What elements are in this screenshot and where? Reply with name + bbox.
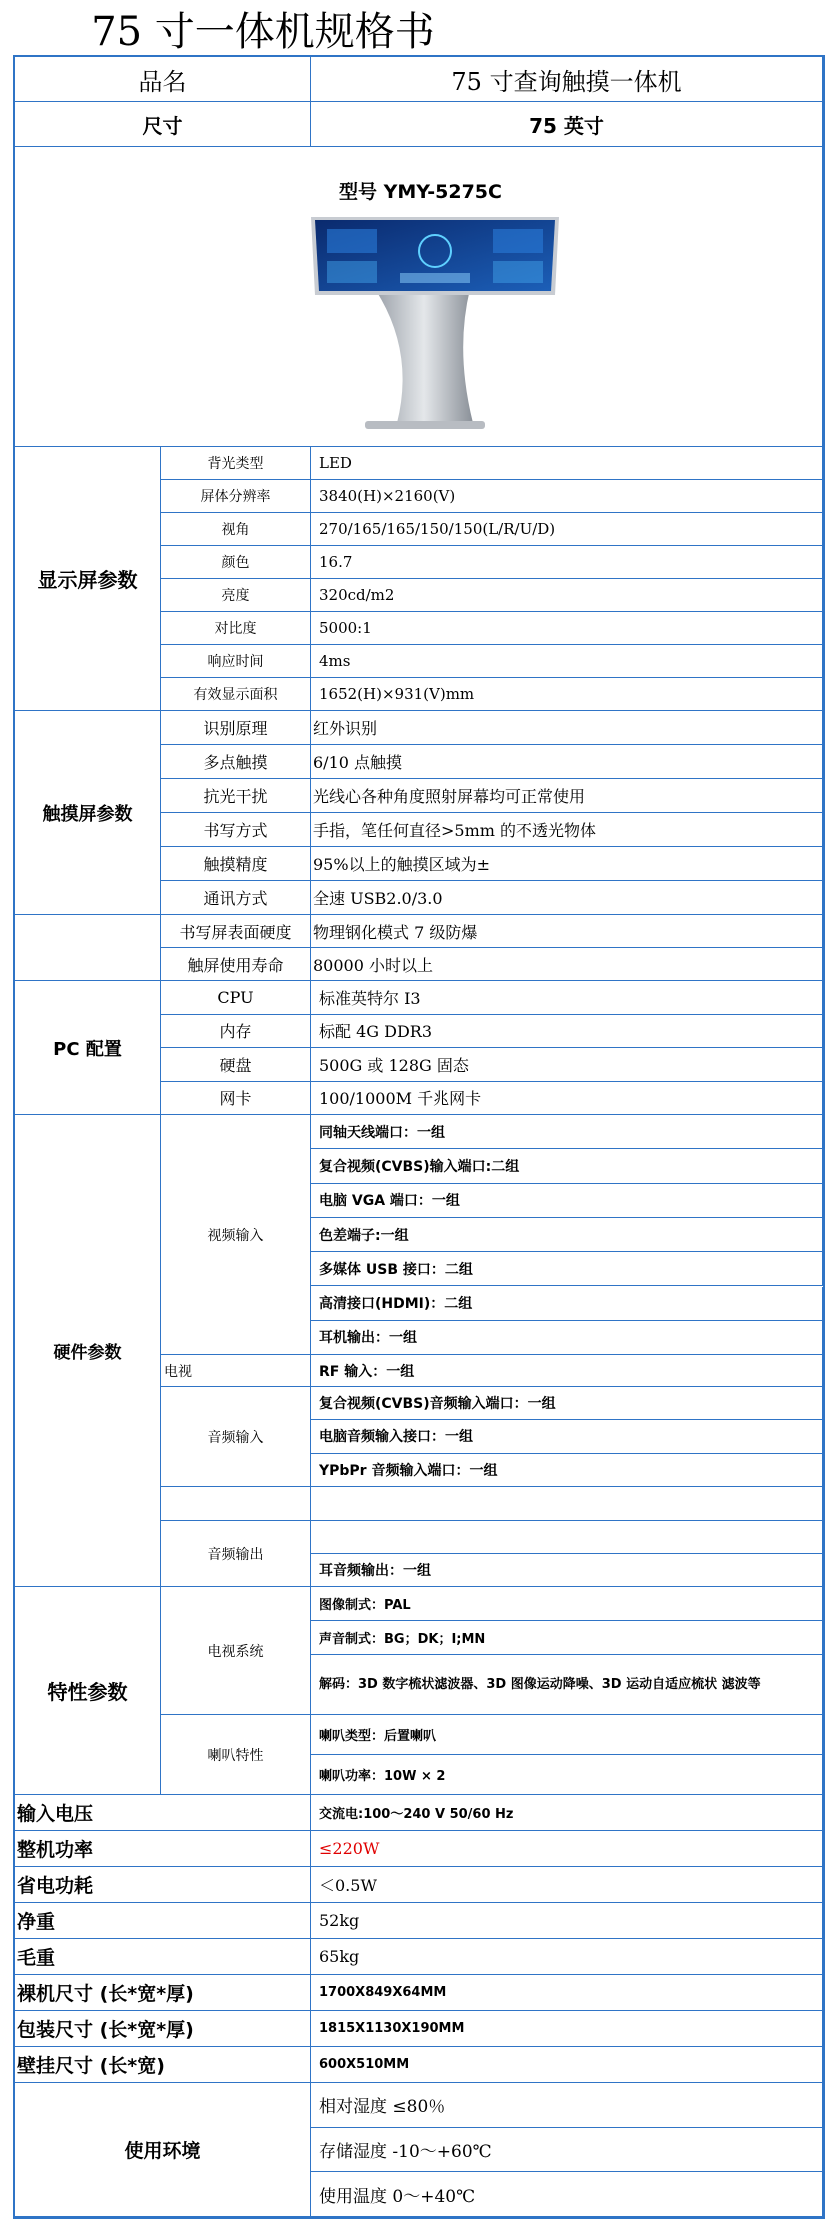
display-param-label: 有效显示面积 (161, 678, 311, 711)
spec-value: 52kg (311, 1903, 823, 1939)
pc-param-value: 500G 或 128G 固态 (311, 1048, 823, 1082)
tv-system-value: 声音制式：BG；DK；I;MN (311, 1621, 823, 1655)
spec-value: 1815X1130X190MM (311, 2011, 823, 2047)
spec-value: 1700X849X64MM (311, 1975, 823, 2011)
video-input-port: 高清接口(HDMI)：二组 (311, 1287, 823, 1321)
video-input-label: 视频输入 (161, 1115, 311, 1355)
misc-param-value: 80000 小时以上 (311, 948, 823, 981)
touch-param-value: 光线心各种角度照射屏幕均可正常使用 (311, 779, 823, 813)
pc-param-label: CPU (161, 981, 311, 1015)
misc-param-label: 书写屏表面硬度 (161, 915, 311, 948)
display-group-label: 显示屏参数 (15, 447, 161, 711)
display-param-label: 亮度 (161, 579, 311, 612)
touch-param-value: 6/10 点触摸 (311, 745, 823, 779)
pc-param-label: 硬盘 (161, 1048, 311, 1082)
display-param-value: 320cd/m2 (311, 579, 823, 612)
video-input-port: 同轴天线端口：一组 (311, 1115, 823, 1149)
touch-param-label: 抗光干扰 (161, 779, 311, 813)
tv-input-port: RF 输入：一组 (311, 1355, 823, 1387)
env-value: 存储湿度 -10～+60℃ (311, 2128, 823, 2173)
touch-param-value: 红外识别 (311, 711, 823, 745)
spec-label: 毛重 (15, 1939, 311, 1975)
display-param-value: 3840(H)×2160(V) (311, 480, 823, 513)
display-param-value: 5000:1 (311, 612, 823, 645)
spec-value: 交流电:100～240 V 50/60 Hz (311, 1795, 823, 1831)
hardware-group-label: 硬件参数 (15, 1115, 161, 1587)
touch-param-label: 书写方式 (161, 813, 311, 847)
display-param-label: 背光类型 (161, 447, 311, 480)
touch-param-value: 手指，笔任何直径>5mm 的不透光物体 (311, 813, 823, 847)
touch-param-label: 识别原理 (161, 711, 311, 745)
video-input-port: 多媒体 USB 接口：二组 (311, 1252, 823, 1286)
tv-system-label: 电视系统 (161, 1587, 311, 1715)
display-param-label: 颜色 (161, 546, 311, 579)
display-param-label: 响应时间 (161, 645, 311, 678)
touch-param-value: 95%以上的触摸区域为± (311, 847, 823, 881)
spec-value: 65kg (311, 1939, 823, 1975)
spec-label: 输入电压 (15, 1795, 311, 1831)
audio-input-port: YPbPr 音频输入端口：一组 (311, 1454, 823, 1487)
kiosk-image (305, 211, 565, 437)
spec-label: 省电功耗 (15, 1867, 311, 1903)
display-param-label: 屏体分辨率 (161, 480, 311, 513)
spec-value: 600X510MM (311, 2047, 823, 2083)
display-param-value: LED (311, 447, 823, 480)
model-label: 型号 YMY-5275C (339, 181, 502, 203)
spec-label: 壁挂尺寸 (长*宽) (15, 2047, 311, 2083)
blank-cell (311, 1521, 823, 1554)
spec-label: 净重 (15, 1903, 311, 1939)
touch-param-label: 通讯方式 (161, 881, 311, 915)
env-group-label: 使用环境 (15, 2083, 311, 2217)
speaker-value: 喇叭类型：后置喇叭 (311, 1715, 823, 1755)
name-value: 75 寸查询触摸一体机 (311, 57, 823, 102)
spec-table (13, 55, 825, 2219)
touch-param-value: 全速 USB2.0/3.0 (311, 881, 823, 915)
touch-param-label: 多点触摸 (161, 745, 311, 779)
pc-param-value: 100/1000M 千兆网卡 (311, 1082, 823, 1116)
spec-value: ≤220W (311, 1831, 823, 1867)
speaker-value: 喇叭功率：10W × 2 (311, 1755, 823, 1795)
tv-system-value: 解码：3D 数字梳状滤波器、3D 图像运动降噪、3D 运动自适应梳状 滤波等 (311, 1655, 823, 1715)
name-label: 品名 (15, 57, 311, 102)
audio-input-port: 电脑音频输入接口：一组 (311, 1420, 823, 1453)
display-param-value: 270/165/165/150/150(L/R/U/D) (311, 513, 823, 546)
page-title: 75 寸一体机规格书 (91, 9, 435, 55)
video-input-port: 耳机输出：一组 (311, 1321, 823, 1355)
speaker-label: 喇叭特性 (161, 1715, 311, 1795)
blank-cell (311, 1487, 823, 1521)
audio-input-port: 复合视频(CVBS)音频输入端口：一组 (311, 1387, 823, 1420)
size-value: 75 英寸 (311, 102, 823, 147)
display-param-value: 1652(H)×931(V)mm (311, 678, 823, 711)
spec-label: 包装尺寸 (长*宽*厚) (15, 2011, 311, 2047)
env-value: 使用温度 0～+40℃ (311, 2172, 823, 2217)
spec-value: ＜0.5W (311, 1867, 823, 1903)
video-input-port: 复合视频(CVBS)输入端口:二组 (311, 1149, 823, 1183)
size-label: 尺寸 (15, 102, 311, 147)
touch-param-label: 触摸精度 (161, 847, 311, 881)
pc-param-value: 标配 4G DDR3 (311, 1015, 823, 1049)
audio-output-label: 音频输出 (161, 1521, 311, 1587)
misc-param-value: 物理钢化模式 7 级防爆 (311, 915, 823, 948)
tv-system-value: 图像制式：PAL (311, 1587, 823, 1621)
video-input-port: 色差端子:一组 (311, 1218, 823, 1252)
spec-label: 整机功率 (15, 1831, 311, 1867)
tv-label: 电视 (161, 1355, 311, 1387)
audio-output-port: 耳音频输出：一组 (311, 1554, 823, 1587)
display-param-value: 16.7 (311, 546, 823, 579)
env-value: 相对湿度 ≤80％ (311, 2083, 823, 2128)
pc-param-label: 内存 (161, 1015, 311, 1049)
blank-cell (161, 1487, 311, 1521)
display-param-value: 4ms (311, 645, 823, 678)
audio-input-label: 音频输入 (161, 1387, 311, 1487)
features-group-label: 特性参数 (15, 1587, 161, 1795)
display-param-label: 对比度 (161, 612, 311, 645)
video-input-port: 电脑 VGA 端口：一组 (311, 1184, 823, 1218)
touch-group-label: 触摸屏参数 (15, 711, 161, 915)
pc-param-value: 标准英特尔 I3 (311, 981, 823, 1015)
pc-group-label: PC 配置 (15, 981, 161, 1115)
product-cell (15, 147, 823, 447)
misc-blank (15, 915, 161, 981)
display-param-label: 视角 (161, 513, 311, 546)
spec-label: 裸机尺寸 (长*宽*厚) (15, 1975, 311, 2011)
pc-param-label: 网卡 (161, 1082, 311, 1116)
misc-param-label: 触屏使用寿命 (161, 948, 311, 981)
